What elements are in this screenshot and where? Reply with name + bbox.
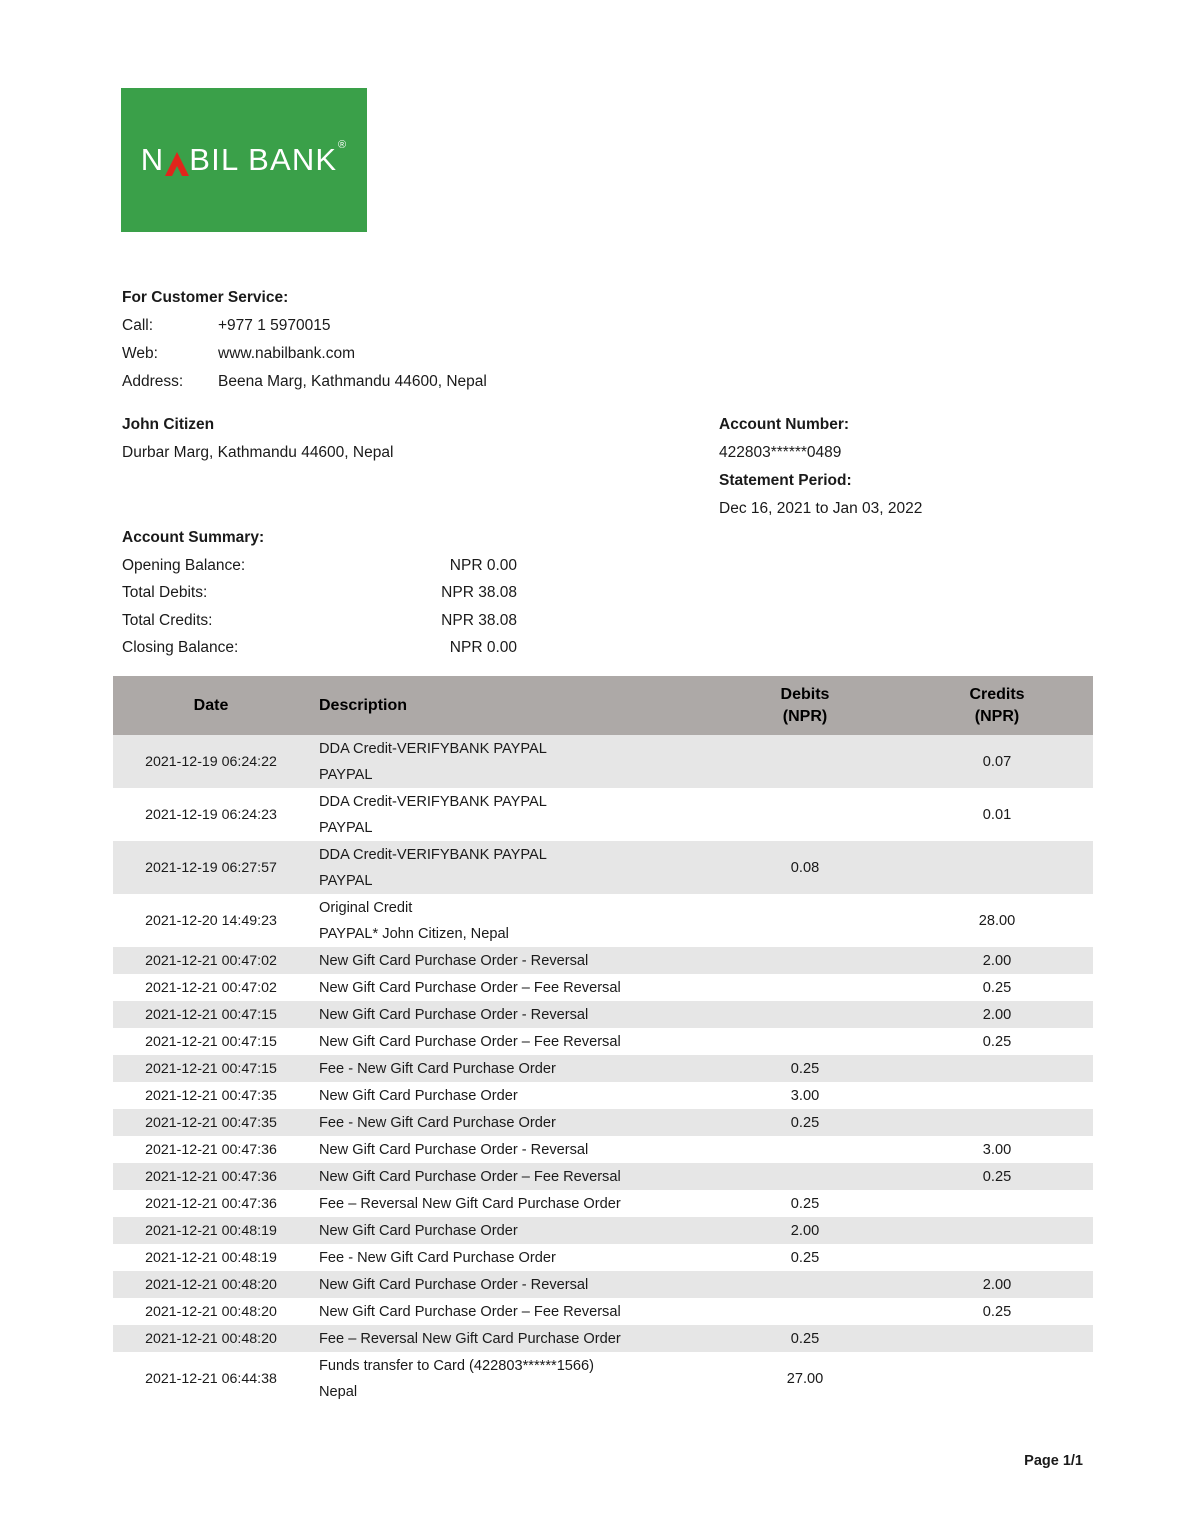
description-line-1: Original Credit [319,899,413,916]
cell-debit [709,1001,901,1028]
account-summary-block [122,524,517,662]
registered-trademark-icon: ® [337,139,348,151]
cell-description [309,947,709,974]
cell-date: 2021-12-21 00:47:15 [145,1006,277,1023]
table-row [113,974,1093,1001]
cell-credit [901,841,1093,894]
cell-credit [901,1352,1093,1405]
cell-credit: 2.00 [982,952,1012,969]
account-number-value: 422803******0489 [719,444,842,461]
web-value: www.nabilbank.com [218,345,355,362]
customer-block [122,411,393,467]
account-number-label: Account Number: [719,416,850,433]
cell-description [309,1082,709,1109]
transactions-table-body [113,735,1093,1405]
cell-debit [709,788,901,841]
description-line-2: PAYPAL* John Citizen, Nepal [319,925,509,942]
total-debits-label: Total Debits: [122,584,208,601]
description-line-1: New Gift Card Purchase Order - Reversal [319,1006,589,1023]
header-description: Description [309,676,709,735]
description-line-1: New Gift Card Purchase Order - Reversal [319,1276,589,1293]
cell-credit: 2.00 [982,1276,1012,1293]
cell-date: 2021-12-19 06:24:23 [145,806,277,823]
cell-debit [709,1028,901,1055]
call-label: Call: [122,317,154,334]
cell-date: 2021-12-21 00:47:36 [145,1141,277,1158]
logo-text-after: BIL BANK [189,142,338,177]
cell-debit: 0.25 [790,1249,820,1266]
description-line-1: New Gift Card Purchase Order – Fee Reversal [319,979,621,996]
cell-debit [709,947,901,974]
description-line-1: Fee - New Gift Card Purchase Order [319,1114,556,1131]
description-line-2: PAYPAL [319,766,373,783]
table-row [113,1028,1093,1055]
cell-description [309,894,709,947]
logo-text-before: N [140,142,165,177]
cell-debit: 0.25 [790,1330,820,1347]
cell-date: 2021-12-20 14:49:23 [145,912,277,929]
cell-date: 2021-12-21 00:47:02 [145,979,277,996]
account-summary-title: Account Summary: [122,529,265,546]
cell-credit: 0.07 [982,753,1012,770]
header-debits [709,676,901,735]
cell-debit: 2.00 [790,1222,820,1239]
table-row [113,1190,1093,1217]
cell-credit: 0.25 [982,1033,1012,1050]
cell-credit [901,1244,1093,1271]
table-row [113,735,1093,788]
cell-date: 2021-12-21 00:48:20 [145,1276,277,1293]
table-row [113,788,1093,841]
description-line-1: New Gift Card Purchase Order - Reversal [319,952,589,969]
cell-description [309,1109,709,1136]
cell-date: 2021-12-19 06:24:22 [145,753,277,770]
description-line-2: PAYPAL [319,819,373,836]
total-debits-value: NPR 38.08 [441,584,517,601]
cell-date: 2021-12-21 00:48:20 [145,1303,277,1320]
cell-date: 2021-12-21 00:47:15 [145,1060,277,1077]
table-row [113,1136,1093,1163]
cell-credit [901,1055,1093,1082]
cell-date: 2021-12-21 00:47:35 [145,1087,277,1104]
cell-date: 2021-12-21 00:48:19 [145,1249,277,1266]
table-row [113,1352,1093,1405]
description-line-1: New Gift Card Purchase Order [319,1087,518,1104]
cell-description [309,1055,709,1082]
summary-row-total-credits [122,607,517,635]
summary-row-total-debits [122,579,517,607]
table-row [113,894,1093,947]
cell-date: 2021-12-21 00:47:36 [145,1195,277,1212]
cell-debit [709,1298,901,1325]
cell-description [309,735,709,788]
total-credits-label: Total Credits: [122,611,213,629]
web-label: Web: [122,345,158,362]
description-line-1: New Gift Card Purchase Order – Fee Reversal [319,1168,621,1185]
page-number: Page 1/1 [1024,1453,1083,1469]
call-value: +977 1 5970015 [218,317,331,334]
cell-debit [709,1136,901,1163]
cell-credit: 0.25 [982,1168,1012,1185]
cell-description [309,1325,709,1352]
cell-date: 2021-12-21 00:47:02 [145,952,277,969]
cell-debit: 27.00 [786,1370,824,1387]
cell-description [309,1163,709,1190]
table-row [113,1001,1093,1028]
header-credits-line1: Credits [969,685,1025,703]
statement-period-value: Dec 16, 2021 to Jan 03, 2022 [719,500,923,517]
cell-debit: 0.08 [790,859,820,876]
logo-wordmark [140,139,348,178]
cell-date: 2021-12-21 00:48:20 [145,1330,277,1347]
logo-triangle-notch-icon [172,166,182,176]
cell-credit [901,1082,1093,1109]
cell-description [309,1136,709,1163]
description-line-1: Fee - New Gift Card Purchase Order [319,1249,556,1266]
cell-credit: 0.25 [982,1303,1012,1320]
cell-description [309,1217,709,1244]
cell-debit [709,1163,901,1190]
cell-description [309,1028,709,1055]
table-row [113,1082,1093,1109]
cell-debit: 3.00 [790,1087,820,1104]
cell-date: 2021-12-21 00:47:35 [145,1114,277,1131]
cell-credit [901,1325,1093,1352]
header-debits-line2: (NPR) [782,707,828,725]
table-row [113,1217,1093,1244]
cell-description [309,1244,709,1271]
description-line-1: New Gift Card Purchase Order - Reversal [319,1141,589,1158]
cell-credit [901,1109,1093,1136]
cell-debit [709,974,901,1001]
customer-name: John Citizen [122,416,215,433]
table-row [113,1109,1093,1136]
closing-balance-label: Closing Balance: [122,639,239,656]
header-debits-line1: Debits [780,685,830,703]
description-line-1: New Gift Card Purchase Order – Fee Reversal [319,1303,621,1320]
cell-date: 2021-12-21 00:48:19 [145,1222,277,1239]
transactions-table [113,676,1093,1405]
table-row [113,947,1093,974]
cell-date: 2021-12-19 06:27:57 [145,859,277,876]
cell-credit: 0.25 [982,979,1012,996]
page-footer [0,1453,1083,1469]
cell-credit: 0.01 [982,806,1012,823]
cell-description [309,974,709,1001]
table-row [113,1271,1093,1298]
description-line-1: Funds transfer to Card (422803******1566) [319,1357,595,1374]
table-row [113,1163,1093,1190]
cell-debit: 0.25 [790,1195,820,1212]
header-credits-line2: (NPR) [974,707,1020,725]
cell-debit [709,1271,901,1298]
logo-letter-a-icon [164,147,189,178]
cell-description [309,1271,709,1298]
cell-credit: 28.00 [978,912,1016,929]
table-row [113,1055,1093,1082]
customer-address: Durbar Marg, Kathmandu 44600, Nepal [122,444,394,461]
cell-credit: 3.00 [982,1141,1012,1158]
description-line-1: New Gift Card Purchase Order [319,1222,518,1239]
description-line-1: Fee – Reversal New Gift Card Purchase Order [319,1195,621,1212]
opening-balance-value: NPR 0.00 [449,556,517,574]
description-line-2: PAYPAL [319,872,373,889]
header-date: Date [113,676,309,735]
cell-credit [901,1190,1093,1217]
table-row [113,1325,1093,1352]
transactions-table-head [113,676,1093,735]
cell-debit [709,735,901,788]
description-line-1: DDA Credit-VERIFYBANK PAYPAL [319,793,547,810]
cell-description [309,1001,709,1028]
description-line-1: Fee – Reversal New Gift Card Purchase Order [319,1330,621,1347]
cell-date: 2021-12-21 00:47:36 [145,1168,277,1185]
summary-row-opening-balance [122,552,517,580]
account-meta-block [719,411,922,523]
closing-balance-value: NPR 0.00 [449,639,517,656]
description-line-2: Nepal [319,1383,358,1400]
table-row [113,841,1093,894]
table-header-row [113,676,1093,735]
address-value: Beena Marg, Kathmandu 44600, Nepal [218,373,487,390]
cell-date: 2021-12-21 00:47:15 [145,1033,277,1050]
customer-service-block [122,284,487,396]
cell-debit: 0.25 [790,1114,820,1131]
statement-period-label: Statement Period: [719,472,852,489]
table-row [113,1244,1093,1271]
summary-row-closing-balance [122,634,517,662]
table-row [113,1298,1093,1325]
opening-balance-label: Opening Balance: [122,556,246,574]
cell-date: 2021-12-21 06:44:38 [145,1370,277,1387]
header-credits [901,676,1093,735]
customer-service-title: For Customer Service: [122,289,289,306]
cell-description [309,788,709,841]
cell-debit [709,894,901,947]
cell-debit: 0.25 [790,1060,820,1077]
customer-service-row-address [122,368,487,396]
cell-credit: 2.00 [982,1006,1012,1023]
description-line-1: DDA Credit-VERIFYBANK PAYPAL [319,846,547,863]
description-line-1: DDA Credit-VERIFYBANK PAYPAL [319,740,547,757]
cell-description [309,1190,709,1217]
address-label: Address: [122,373,184,390]
customer-service-row-web [122,340,487,368]
nabil-bank-logo [121,88,367,232]
cell-description [309,841,709,894]
total-credits-value: NPR 38.08 [441,611,517,629]
cell-description [309,1352,709,1405]
description-line-1: Fee - New Gift Card Purchase Order [319,1060,556,1077]
description-line-1: New Gift Card Purchase Order – Fee Reversal [319,1033,621,1050]
cell-description [309,1298,709,1325]
customer-service-row-call [122,312,487,340]
cell-credit [901,1217,1093,1244]
